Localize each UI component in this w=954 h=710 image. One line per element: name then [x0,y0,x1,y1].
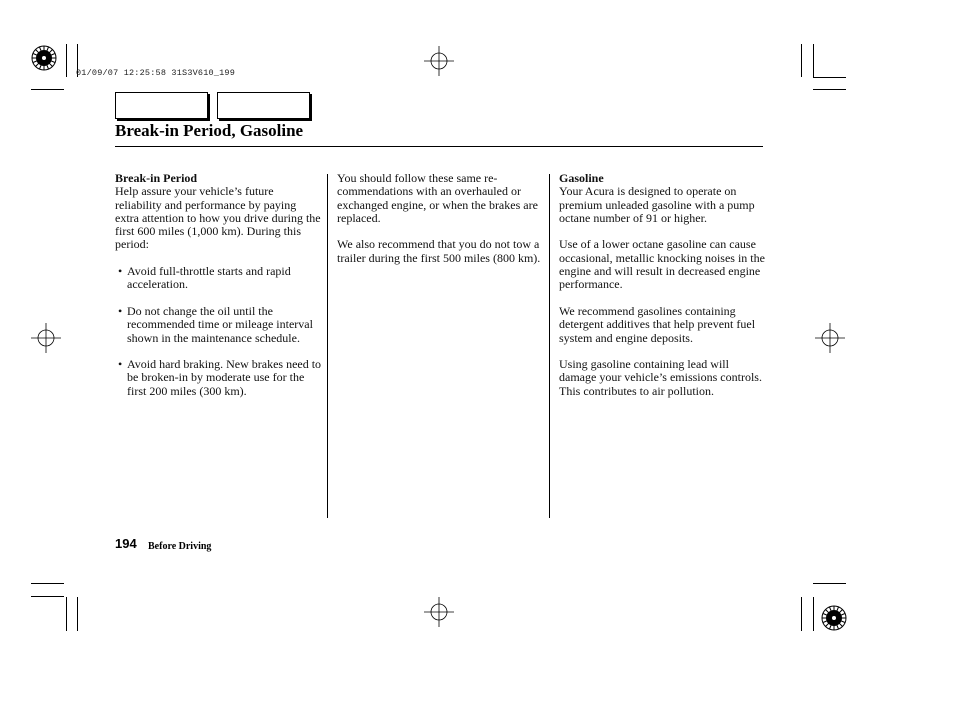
page-title: Break-in Period, Gasoline [115,121,304,140]
list-item: • Do not change the oil until the recommended time or mileage interval shown in the maintenance schedule. [118,303,313,345]
crop-mark [813,89,846,90]
registration-crosshair-icon [815,323,845,353]
list-item: • Avoid full-throttle starts and rapid acceleration. [118,264,291,292]
column-break-in-continued [337,172,541,278]
starburst-target-icon [31,45,57,71]
crop-mark [813,77,846,78]
column-break-in [115,172,323,411]
section-heading-break-in: Break-in Period [115,171,198,185]
registration-crosshair-icon [424,46,454,76]
header-tab-box [217,92,310,119]
paragraph: Your Acura is designed to operate on premium unleaded gasoline with a pump octane number of 91 or higher. [559,184,755,225]
header-tab-box [115,92,208,119]
title-rule [115,146,763,147]
section-heading-gasoline: Gasoline [559,171,604,185]
column-divider [549,174,550,518]
bullet-icon: • [118,264,123,279]
crop-mark [801,597,802,631]
crop-mark [77,597,78,631]
crop-mark [813,44,814,77]
paragraph: We recommend gasolines containing detergent additives that help prevent fuel system and engine deposits. [559,303,756,345]
break-in-list [115,265,323,398]
bullet-icon: • [118,303,123,318]
registration-crosshair-icon [424,597,454,627]
registration-crosshair-icon [31,323,61,353]
paragraph: Using gasoline containing lead will damage your vehicle’s emissions controls. This contributes to air pollution. [559,357,762,398]
column-divider [327,174,328,518]
crop-mark [801,44,802,77]
crop-mark [31,583,64,584]
paragraph: You should follow these same re-commendations with an overhauled or exchanged engine, or when the brakes are replaced. [337,171,538,225]
crop-mark [31,89,64,90]
page-number: 194 [115,536,137,551]
crop-mark [66,44,67,77]
column-gasoline [559,172,765,411]
crop-mark [813,583,846,584]
starburst-target-icon [821,605,847,631]
bullet-icon: • [118,357,123,372]
crop-mark [66,597,67,631]
break-in-intro: Help assure your vehicle’s future reliability and performance by paying extra attention to how you drive during the first 600 miles (1,000 km). During this period: [115,184,321,252]
list-item: • Avoid hard braking. New brakes need to be broken-in by moderate use for the first 200 miles (300 km). [118,357,322,398]
print-stamp: 01/09/07 12:25:58 31S3V610_199 [76,68,236,78]
crop-mark [813,597,814,631]
paragraph: We also recommend that you do not tow a trailer during the first 500 miles (800 km). [337,237,541,265]
footer-section-name: Before Driving [148,541,212,552]
crop-mark [31,596,64,597]
paragraph: Use of a lower octane gasoline can cause occasional, metallic knocking noises in the engine and will result in decreased engine performance. [559,237,765,292]
